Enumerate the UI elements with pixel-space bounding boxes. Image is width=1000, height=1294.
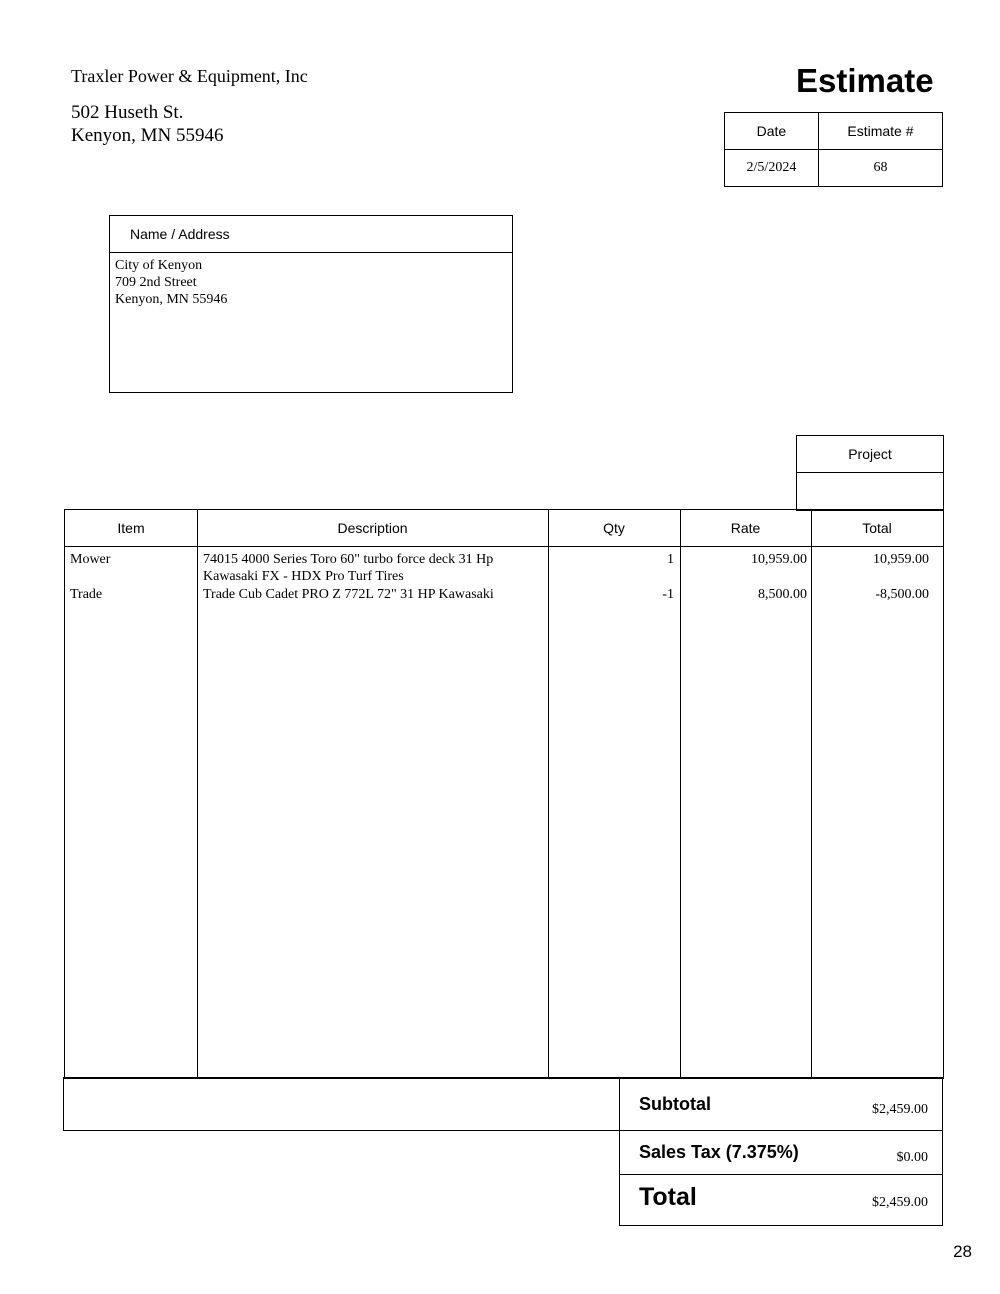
estimate-number-value: 68 xyxy=(818,150,942,187)
name-address-box xyxy=(109,215,513,393)
company-address-line2: Kenyon, MN 55946 xyxy=(71,125,224,146)
subtotal-label: Subtotal xyxy=(639,1094,711,1114)
description-header: Description xyxy=(337,520,408,536)
column-divider xyxy=(197,510,198,1078)
company-address-line1: 502 Huseth St. xyxy=(71,102,184,123)
qty-header: Qty xyxy=(603,520,625,536)
row-qty: 1 xyxy=(667,552,674,567)
project-header: Project xyxy=(797,436,943,473)
row-item: Mower xyxy=(70,552,111,567)
sales-tax-label: Sales Tax (7.375%) xyxy=(639,1142,799,1162)
total-label: Total xyxy=(639,1183,697,1211)
name-address-header: Name / Address xyxy=(110,216,512,253)
sales-tax-value: $0.00 xyxy=(896,1150,928,1165)
line-items-table xyxy=(64,509,944,1079)
row-description xyxy=(203,551,493,585)
estimate-number-header: Estimate # xyxy=(818,113,942,150)
row-rate: 8,500.00 xyxy=(758,587,807,602)
name-address-body xyxy=(110,253,512,312)
row-item: Trade xyxy=(70,587,103,602)
document-title: Estimate xyxy=(796,62,934,99)
date-header: Date xyxy=(725,113,819,150)
date-estimate-table xyxy=(724,112,943,187)
total-value: $2,459.00 xyxy=(872,1195,928,1210)
bill-to-line3: Kenyon, MN 55946 xyxy=(115,292,228,307)
project-value xyxy=(797,473,943,509)
rate-header: Rate xyxy=(730,520,761,536)
sales-tax-row xyxy=(620,1131,942,1175)
row-total: 10,959.00 xyxy=(873,552,929,567)
row-total: -8,500.00 xyxy=(875,587,929,602)
page-number: 28 xyxy=(953,1242,972,1261)
row-qty: -1 xyxy=(662,587,674,602)
item-header: Item xyxy=(117,520,145,536)
bill-to-line1: City of Kenyon xyxy=(115,258,203,273)
row-description-line: Kawasaki FX - HDX Pro Turf Tires xyxy=(203,569,404,584)
row-description xyxy=(203,586,494,603)
subtotal-value: $2,459.00 xyxy=(872,1102,928,1117)
project-box xyxy=(796,435,944,511)
totals-box xyxy=(619,1077,943,1226)
memo-box xyxy=(63,1077,621,1131)
bill-to-line2: 709 2nd Street xyxy=(115,275,197,290)
row-description-line: 74015 4000 Series Toro 60" turbo force deck 31 Hp xyxy=(203,552,494,567)
total-header: Total xyxy=(862,520,892,536)
row-description-line: Trade Cub Cadet PRO Z 772L 72" 31 HP Kawasaki xyxy=(203,587,494,602)
company-name: Traxler Power & Equipment, Inc xyxy=(71,66,308,86)
total-row xyxy=(620,1175,942,1225)
subtotal-row xyxy=(620,1078,942,1131)
date-value: 2/5/2024 xyxy=(725,150,819,187)
row-rate: 10,959.00 xyxy=(751,552,807,567)
